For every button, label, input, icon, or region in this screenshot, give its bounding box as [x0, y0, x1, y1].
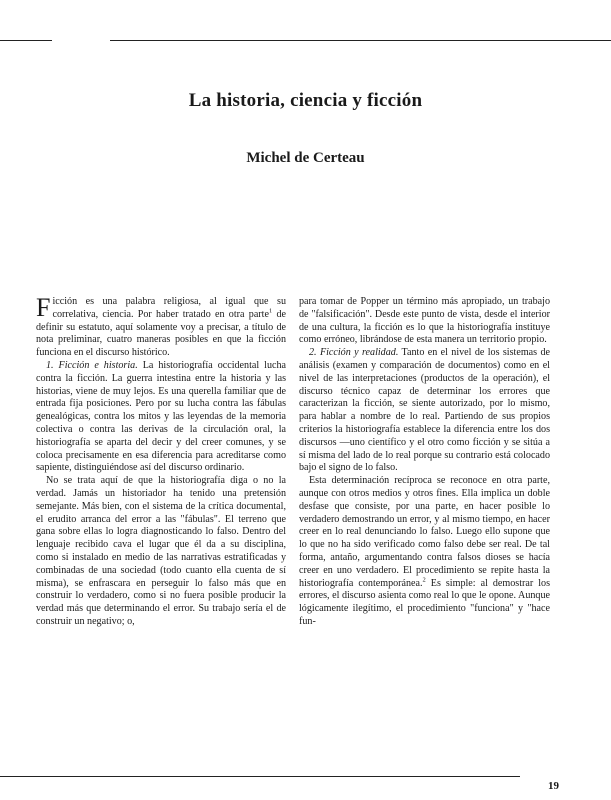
paragraph — [36, 475, 286, 629]
paragraph — [299, 296, 550, 347]
paragraph-text: No se trata aquí de que la historiografía diga o no la verdad. Jamás un historiador ha tenido una pretensión semejante. Más bien, con el sistema de la crítica documental, el erudito arranca del error a las "fábulas". El terreno que gana sobre ellas lo logra diagnosticando lo falso. Dentro del lenguaje recibido cava el lugar que él da a su disciplina, como si instalado en medio de las narrativas estratificadas y combinadas de una sociedad (todo cuanto ella cuenta de sí misma), se enfrascara en perseguir lo falso más que en construir lo verdadero, como si no fuera posible producir la verdad más que determinando el error. Su trabajo sería el de construir un negativo; o, — [36, 475, 286, 627]
section-label: 1. Ficción e historia. — [46, 359, 138, 371]
left-column — [36, 293, 287, 629]
paragraph-text: Esta determinación recíproca se reconoce en otra parte, aunque con otros medios y otros fines. Ella implica un doble desfase que consiste, por una parte, en hacer posible lo verdadero demostrando un error, y al mismo tiempo, en hacer creer en lo real denunciando lo falso. Luego ello supone que lo que no ha sido verificado como falso debe ser real. De tal forma, antaño, argumentando contra falsos dioses se hacía creer en uno verdadero. El procedimiento se repite hasta la historiografía contemporánea. — [299, 475, 550, 589]
right-column — [299, 296, 550, 629]
paragraph — [36, 293, 286, 360]
paragraph-text: para tomar de Popper un término más apropiado, un trabajo de "falsificación". Desde este punto de vista, desde el interior de una cultura, la ficción es lo que la historiografía instituye como erróneo, librándose de esta manera un territorio propio. — [299, 296, 550, 346]
bottom-rule — [0, 776, 520, 777]
paragraph-text: La historiografía occidental lucha contra la ficción. La guerra intestina entre la historia y las historias, viene de muy lejos. Es una querella familiar que de entrada fija posiciones. Pero por su lucha contra las fábulas genealógicas, contra los mitos y las leyendas de la memoria colectiva o contra las derivas de la circulación oral, la historiografía se aparta del decir y del creer comunes, y se coloca precisamente en esa diferencia para acreditarse como sapiente, distinguiéndose así del discurso ordinario. — [36, 359, 287, 474]
paragraph — [299, 347, 550, 475]
top-rule-left — [0, 40, 52, 41]
paragraph-text: Tanto en el nivel de los sistemas de análisis (examen y comparación de documentos) como en el nivel de las interpretaciones (productos de la operación), el discurso técnico capaz de determinar los errores que caracterizan la ficción, se siente autorizado, por lo mismo, para hablar a nombre de lo real. Partiendo de sus propios criterios la historiografía establece la diferencia entre los dos discursos —uno científico y el otro como ficción y se sitúa a sí misma del lado de lo real porque su contrario está colocado bajo el signo de lo falso. — [299, 347, 550, 474]
paragraph — [36, 360, 286, 475]
footnote-ref: 1 — [268, 307, 273, 315]
paragraph-text: de definir su estatuto, aquí solamente voy a precisar, a título de nota preliminar, cuatro maneras posibles en que la ficción funciona en el discurso histórico. — [36, 308, 286, 359]
top-rule-right — [110, 40, 611, 41]
article-title: La historia, ciencia y ficción — [188, 90, 423, 111]
paragraph-text: Es simple: al demostrar los errores, el discurso asienta como real lo que le opone. Aunque lógicamente ilegítimo, el procedimiento "funciona" y "hace fun- — [299, 577, 550, 627]
paragraph — [299, 475, 550, 629]
drop-cap: F — [36, 293, 51, 322]
footnote-ref: 2 — [422, 576, 426, 584]
page-number: 19 — [548, 780, 559, 792]
paragraph-text: icción es una palabra religiosa, al igual que su correlativa, ciencia. Por haber tratado en otra parte — [52, 296, 286, 320]
article-author: Michel de Certeau — [246, 150, 365, 166]
section-label: 2. Ficción y realidad. — [309, 347, 399, 359]
